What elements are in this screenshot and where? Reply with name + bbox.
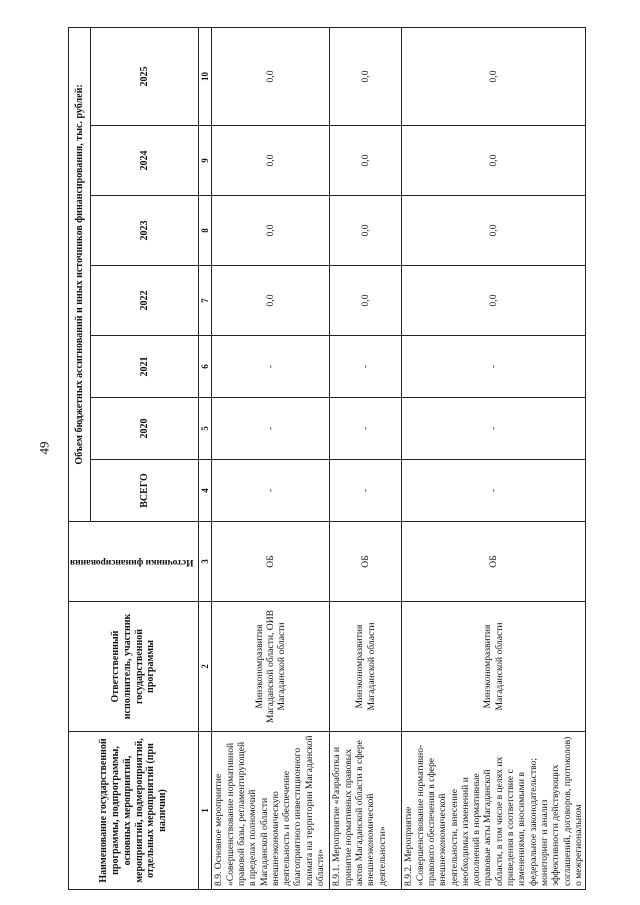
row-value: - <box>402 336 586 398</box>
row-value: 0,0 <box>212 196 330 266</box>
column-number: 3 <box>199 522 212 602</box>
header-year: 2021 <box>91 336 199 398</box>
header-year: 2025 <box>91 27 199 125</box>
column-number: 5 <box>199 398 212 460</box>
row-value: - <box>402 460 586 522</box>
header-year: 2022 <box>91 266 199 336</box>
row-value: 0,0 <box>212 27 330 125</box>
column-number: 1 <box>199 732 212 890</box>
row-value: 0,0 <box>330 196 402 266</box>
row-value: 0,0 <box>402 27 586 125</box>
header-source: Источники финансирования <box>69 522 199 602</box>
row-source: ОБ <box>402 522 586 602</box>
row-value: 0,0 <box>402 126 586 196</box>
row-executor: Минэкономразвития Магаданской области <box>330 602 402 732</box>
row-value: 0,0 <box>330 266 402 336</box>
rotated-page-content <box>68 28 584 890</box>
column-number: 2 <box>199 602 212 732</box>
row-value: - <box>330 398 402 460</box>
header-budget-group: Объем бюджетных ассигнований и иных источников финансирования, тыс. рублей: <box>69 27 91 521</box>
column-number: 4 <box>199 460 212 522</box>
row-executor: Минэкономразвития Магаданской области <box>402 602 586 732</box>
header-total: ВСЕГО <box>91 460 199 522</box>
row-value: 0,0 <box>212 126 330 196</box>
row-value: 0,0 <box>402 196 586 266</box>
column-number: 10 <box>199 27 212 125</box>
column-number: 8 <box>199 196 212 266</box>
row-executor: Минэкономразвития Магаданской области, ОИВ Магаданской области <box>212 602 330 732</box>
row-name: 8.9.2. Мероприятие «Совершенствование нормативно-правового обеспечения в сфере внешнеэкономической деятельности, внесение необходимых изменений и дополнений в нормативные правовые акты Магаданской области, в том числе в целях их приведения в соответствие с изменениями, вносимыми в федеральное законодательство; мониторинг и анализ эффективности действующих соглашений, договоров, протоколов) о межрегиональном <box>402 732 586 890</box>
column-number: 7 <box>199 266 212 336</box>
row-value: - <box>212 336 330 398</box>
row-value: 0,0 <box>402 266 586 336</box>
row-value: - <box>330 336 402 398</box>
row-name: 8.9.1. Мероприятие «Разработка и принятие нормативных правовых актов Магаданской области в сфере внешнеэкономической деятельности» <box>330 732 402 890</box>
row-value: - <box>212 460 330 522</box>
table-row <box>402 27 586 889</box>
budget-table <box>68 27 586 890</box>
header-name: Наименование государственной программы, подпрограммы, основных мероприятий, мероприятий, подмероприятий, отдельных мероприятий (при наличии) <box>69 732 199 890</box>
header-year: 2023 <box>91 196 199 266</box>
row-source: ОБ <box>330 522 402 602</box>
row-value: 0,0 <box>330 126 402 196</box>
row-source: ОБ <box>212 522 330 602</box>
header-year: 2020 <box>91 398 199 460</box>
page-number: 49 <box>36 441 52 455</box>
row-name: 8.9. Основное мероприятие «Совершенствование нормативной правовой базы, регламентирующей в пределах полномочий Магаданской области внешнеэкономическую деятельность и обеспечение благоприятного инвестиционного климата на территории Магаданской области» <box>212 732 330 890</box>
row-value: - <box>212 398 330 460</box>
row-value: 0,0 <box>212 266 330 336</box>
row-value: - <box>330 460 402 522</box>
header-year: 2024 <box>91 126 199 196</box>
row-value: - <box>402 398 586 460</box>
row-value: 0,0 <box>330 27 402 125</box>
column-number: 6 <box>199 336 212 398</box>
table-row <box>330 27 402 889</box>
column-number: 9 <box>199 126 212 196</box>
header-executor: Ответственный исполнитель, участник государственной программы <box>69 602 199 732</box>
table-row <box>212 27 330 889</box>
